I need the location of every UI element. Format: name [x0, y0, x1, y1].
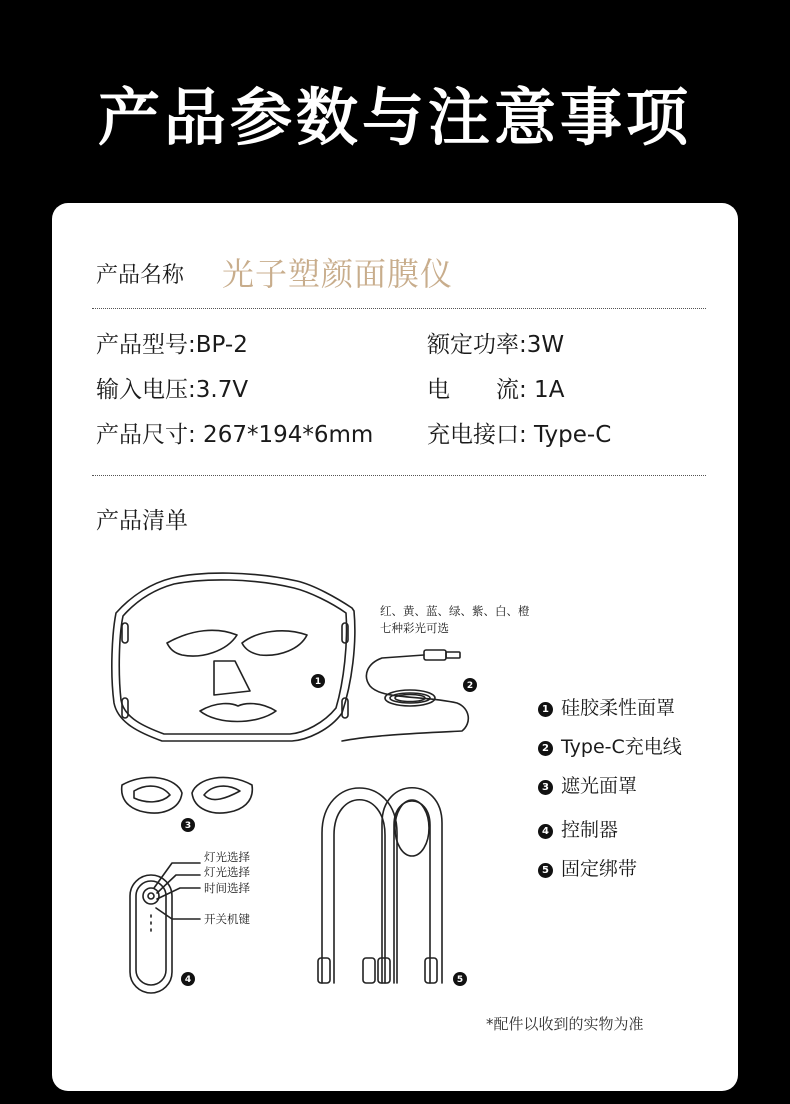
- legend-label: 硅胶柔性面罩: [561, 697, 676, 719]
- legend-number: 4: [538, 824, 553, 839]
- spec-size-label: 产品尺寸:: [96, 422, 196, 448]
- spec-voltage-value: 3.7V: [195, 377, 249, 403]
- eye-cover-left: [122, 777, 182, 813]
- svg-text:3: 3: [184, 821, 192, 831]
- legend-item-strap: [538, 854, 637, 881]
- nose-opening: [214, 661, 250, 695]
- legend-label: 控制器: [561, 819, 619, 841]
- legend-label: 固定绑带: [561, 858, 638, 880]
- legend-number: 2: [538, 741, 553, 756]
- spec-model-value: BP-2: [195, 332, 248, 358]
- spec-current-value: 1A: [526, 377, 565, 403]
- strap-right: [382, 788, 442, 983]
- product-diagram: [52, 203, 738, 1091]
- legend-label: 遮光面罩: [561, 775, 638, 797]
- list-title: 产品清单: [96, 508, 188, 534]
- svg-text:4: 4: [184, 975, 192, 985]
- footnote: *配件以收到的实物为准: [486, 1015, 644, 1033]
- controller-label-power: 开关机键: [204, 912, 250, 926]
- legend-label: Type-C充电线: [561, 736, 682, 758]
- svg-text:2: 2: [466, 681, 474, 691]
- legend-number: 5: [538, 863, 553, 878]
- legend-item-mask: [538, 693, 675, 720]
- svg-text:1: 1: [314, 677, 322, 687]
- controller-label-light2: 灯光选择: [204, 865, 250, 879]
- spec-current-label: 电 流:: [427, 377, 527, 403]
- spec-port-value: Type-C: [526, 422, 612, 448]
- spec-port-label: 充电接口:: [427, 422, 527, 448]
- spec-size-value: 267*194*6mm: [195, 422, 374, 448]
- eye-cover-left-inner: [134, 786, 170, 802]
- color-note-line2: 七种彩光可选: [380, 621, 449, 635]
- right-eye-opening: [242, 631, 307, 655]
- page-title: 产品参数与注意事项: [97, 81, 692, 154]
- spec-card: [52, 203, 738, 1091]
- color-note-line1: 红、黄、蓝、绿、紫、白、橙: [380, 604, 530, 618]
- face-mask-inner: [119, 580, 346, 734]
- legend-number: 1: [538, 702, 553, 717]
- spec-voltage-label: 输入电压:: [96, 377, 196, 403]
- spec-power-label: 额定功率:: [427, 332, 527, 358]
- legend-item-cable: [538, 732, 682, 759]
- product-name-label: 产品名称: [96, 263, 185, 288]
- left-eye-opening: [167, 630, 237, 656]
- mouth-opening: [200, 704, 276, 722]
- controller-label-light1: 灯光选择: [204, 850, 250, 864]
- eye-cover-right: [192, 777, 252, 813]
- eye-cover-right-inner: [204, 786, 240, 799]
- spec-model-label: 产品型号:: [96, 332, 196, 358]
- legend-item-eye-cover: [538, 771, 637, 798]
- spec-power-value: 3W: [526, 332, 565, 358]
- controller-label-time: 时间选择: [204, 881, 250, 895]
- product-name-value: 光子塑颜面膜仪: [222, 255, 454, 293]
- strap-left: [322, 788, 397, 983]
- charging-cable: [342, 655, 468, 741]
- face-mask-outline: [112, 573, 355, 741]
- legend-number: 3: [538, 780, 553, 795]
- legend-item-controller: [538, 815, 618, 842]
- svg-text:5: 5: [456, 975, 464, 985]
